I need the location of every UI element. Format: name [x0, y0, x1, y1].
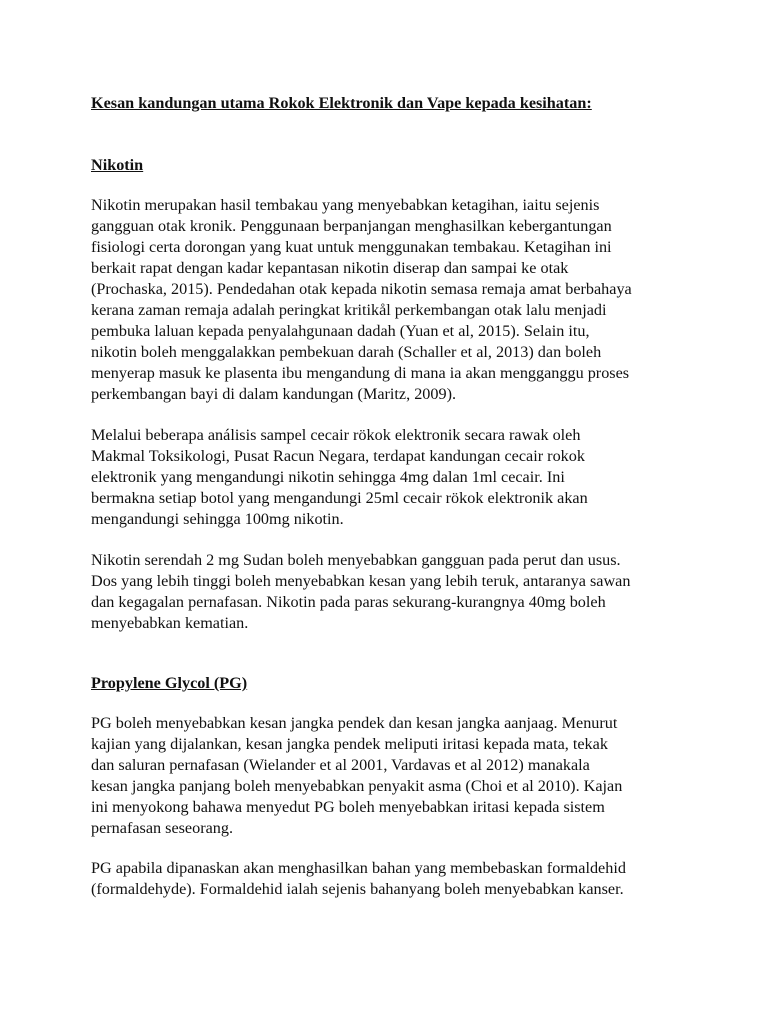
text-line: bermakna setiap botol yang mengandungi 25ml cecair rökok elektronik akan [91, 489, 588, 507]
section-heading-propylene-glycol: Propylene Glycol (PG) [91, 674, 248, 692]
text-line: fisiologi certa dorongan yang kuat untuk menggunakan tembakau. Ketagihan ini [91, 238, 612, 256]
section-heading-nikotin: Nikotin [91, 156, 144, 174]
document-title: Kesan kandungan utama Rokok Elektronik dan Vape kepada kesihatan: [91, 94, 592, 112]
text-line: perkembangan bayi di dalam kandungan (Maritz, 2009). [91, 385, 457, 403]
text-line: (Prochaska, 2015). Pendedahan otak kepada nikotin semasa remaja amat berbahaya [91, 280, 632, 298]
text-line: Nikotin merupakan hasil tembakau yang menyebabkan ketagihan, iaitu sejenis [91, 196, 600, 214]
text-line: menyebabkan kematian. [91, 614, 249, 632]
text-line: kesan jangka panjang boleh menyebabkan penyakit asma (Choi et al 2010). Kajan [91, 777, 623, 795]
text-line: menyerap masuk ke plasenta ibu mengandung di mana ia akan mengganggu proses [91, 364, 630, 382]
text-line: kerana zaman remaja adalah peringkat kritikål perkembangan otak lalu menjadi [91, 301, 607, 319]
text-line: (formaldehyde). Formaldehid ialah sejenis bahanyang boleh menyebabkan kanser. [91, 880, 624, 898]
text-line: ini menyokong bahawa menyedut PG boleh menyebabkan iritasi kepada sistem [91, 798, 605, 816]
paragraph [91, 550, 630, 634]
text-line: PG boleh menyebabkan kesan jangka pendek dan kesan jangka aanjaag. Menurut [91, 714, 618, 732]
text-line: PG apabila dipanaskan akan menghasilkan bahan yang membebaskan formaldehid [91, 859, 626, 877]
paragraph [91, 195, 632, 405]
text-line: nikotin boleh menggalakkan pembekuan darah (Schaller et al, 2013) dan boleh [91, 343, 602, 361]
text-line: gangguan otak kronik. Penggunaan berpanjangan menghasilkan kebergantungan [91, 217, 612, 235]
paragraph [91, 425, 588, 530]
text-line: Makmal Toksikologi, Pusat Racun Negara, terdapat kandungan cecair rokok [91, 447, 585, 465]
text-line: mengandungi sehingga 100mg nikotin. [91, 510, 344, 528]
text-line: Melalui beberapa análisis sampel cecair rökok elektronik secara rawak oleh [91, 426, 581, 444]
text-line: Dos yang lebih tinggi boleh menyebabkan kesan yang lebih teruk, antaranya sawan [91, 572, 631, 590]
paragraph [91, 713, 622, 839]
text-line: dan kegagalan pernafasan. Nikotin pada paras sekurang-kurangnya 40mg boleh [91, 593, 606, 611]
text-line: berkait rapat dengan kadar kepantasan nikotin diserap dan sampai ke otak [91, 259, 569, 277]
text-line: elektronik yang mengandungi nikotin sehingga 4mg dalan 1ml cecair. Ini [91, 468, 565, 486]
text-line: dan saluran pernafasan (Wielander et al 2001, Vardavas et al 2012) manakala [91, 756, 590, 774]
text-line: kajian yang dijalankan, kesan jangka pendek meliputi iritasi kepada mata, tekak [91, 735, 608, 753]
text-line: pembuka laluan kepada penyalahgunaan dadah (Yuan et al, 2015). Selain itu, [91, 322, 590, 340]
text-line: pernafasan seseorang. [91, 819, 234, 837]
text-line: Nikotin serendah 2 mg Sudan boleh menyebabkan gangguan pada perut dan usus. [91, 551, 621, 569]
paragraph [91, 858, 626, 900]
